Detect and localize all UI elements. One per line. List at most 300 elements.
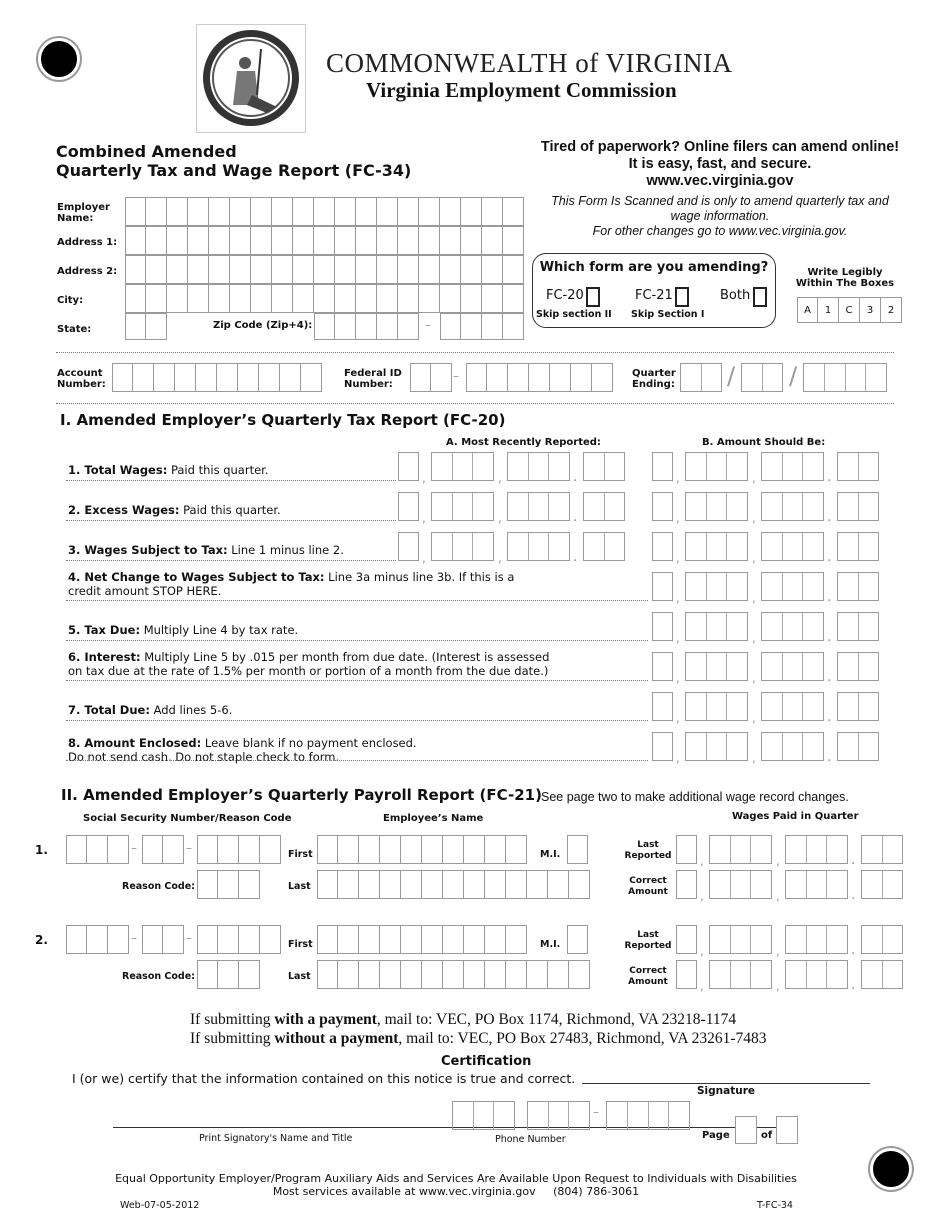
fein-suffix-input-cell[interactable] (466, 363, 487, 392)
city-input-cell[interactable] (419, 284, 440, 313)
employer-name-input-cell[interactable] (251, 197, 272, 226)
employer-name-input-cell[interactable] (482, 197, 503, 226)
line7-correct-hundreds-cell[interactable] (782, 693, 803, 720)
fc21-checkbox[interactable] (675, 287, 689, 307)
mi-input-2-cell[interactable] (567, 925, 588, 954)
line5-correct-hundreds[interactable] (761, 612, 824, 641)
fein-prefix-input-cell[interactable] (410, 363, 431, 392)
address2-input-cell[interactable] (377, 255, 398, 284)
employer-name-input-cell[interactable] (209, 197, 230, 226)
signature-line[interactable] (582, 1083, 870, 1084)
zip5-input-cell[interactable] (335, 313, 356, 340)
line2-reported-thousands-cell[interactable] (432, 493, 452, 520)
employee2-last-reported-hundreds-cell[interactable] (826, 926, 847, 953)
line3-correct-cents-cell[interactable] (858, 533, 879, 560)
account-number-input-cell[interactable] (259, 363, 280, 392)
line1-correct-cents[interactable] (837, 452, 879, 481)
address1-input-cell[interactable] (461, 226, 482, 255)
address2-input-cell[interactable] (272, 255, 293, 284)
employee1-last-reported-hundreds-cell[interactable] (826, 836, 847, 863)
employee1-last-reported-cents[interactable] (861, 835, 903, 864)
phone-line-input-cell[interactable] (648, 1102, 669, 1129)
line7-correct-hundreds-cell[interactable] (762, 693, 782, 720)
line1-reported-hundreds-cell[interactable] (528, 453, 549, 480)
last-name-input-2-cell[interactable] (548, 960, 569, 989)
line1-reported-thousands-cell[interactable] (452, 453, 473, 480)
phone-prefix-input[interactable] (527, 1101, 590, 1130)
employee2-correct-millions-cell[interactable] (677, 961, 696, 988)
line8-correct-hundreds[interactable] (761, 732, 824, 761)
address2-input-cell[interactable] (293, 255, 314, 284)
quarter-year-input[interactable] (803, 363, 887, 392)
zip4-input[interactable] (440, 313, 524, 340)
employer-name-input-cell[interactable] (398, 197, 419, 226)
line2-reported-thousands[interactable] (431, 492, 494, 521)
employee1-correct-millions-cell[interactable] (677, 871, 696, 898)
line2-correct-cents[interactable] (837, 492, 879, 521)
city-input[interactable] (125, 284, 524, 313)
line1-correct-cents-cell[interactable] (858, 453, 879, 480)
fein-suffix-input-cell[interactable] (550, 363, 571, 392)
line3-correct-hundreds-cell[interactable] (762, 533, 782, 560)
line3-reported-hundreds-cell[interactable] (508, 533, 528, 560)
ssn-group-input-1-cell[interactable] (142, 835, 163, 864)
line7-correct-millions[interactable] (652, 692, 673, 721)
last-name-input-2-cell[interactable] (359, 960, 380, 989)
ssn-serial-input-1-cell[interactable] (197, 835, 218, 864)
line4-correct-millions[interactable] (652, 572, 673, 601)
line3-correct-hundreds-cell[interactable] (802, 533, 823, 560)
ssn-group-input-2-cell[interactable] (142, 925, 163, 954)
phone-line-input-cell[interactable] (627, 1102, 648, 1129)
address2-input-cell[interactable] (461, 255, 482, 284)
line2-reported-cents-cell[interactable] (604, 493, 625, 520)
line4-correct-thousands-cell[interactable] (726, 573, 747, 600)
employee2-last-reported-thousands[interactable] (709, 925, 772, 954)
line1-reported-thousands[interactable] (431, 452, 494, 481)
line3-reported-hundreds[interactable] (507, 532, 570, 561)
employee1-last-reported-thousands-cell[interactable] (750, 836, 771, 863)
line4-correct-millions-cell[interactable] (653, 573, 672, 600)
first-name-input-1-cell[interactable] (443, 835, 464, 864)
last-name-input-2-cell[interactable] (338, 960, 359, 989)
line5-correct-hundreds-cell[interactable] (782, 613, 803, 640)
page-number-box[interactable] (735, 1116, 757, 1144)
line2-correct-hundreds[interactable] (761, 492, 824, 521)
line5-correct-hundreds-cell[interactable] (802, 613, 823, 640)
line2-correct-hundreds-cell[interactable] (802, 493, 823, 520)
address1-input-cell[interactable] (398, 226, 419, 255)
line3-reported-millions[interactable] (398, 532, 419, 561)
reason-code-input-2-cell[interactable] (218, 960, 239, 989)
city-input-cell[interactable] (377, 284, 398, 313)
address1-input-cell[interactable] (125, 226, 146, 255)
employee1-last-reported-millions-cell[interactable] (677, 836, 696, 863)
city-input-cell[interactable] (335, 284, 356, 313)
account-number-input-cell[interactable] (238, 363, 259, 392)
account-number-input-cell[interactable] (133, 363, 154, 392)
reason-code-input-1-cell[interactable] (218, 870, 239, 899)
line3-correct-thousands[interactable] (685, 532, 748, 561)
city-input-cell[interactable] (146, 284, 167, 313)
line8-correct-hundreds-cell[interactable] (802, 733, 823, 760)
quarter-month-input[interactable] (680, 363, 722, 392)
last-name-input-2-cell[interactable] (527, 960, 548, 989)
employee2-correct-thousands-cell[interactable] (730, 961, 751, 988)
address2-input-cell[interactable] (440, 255, 461, 284)
line1-correct-thousands-cell[interactable] (706, 453, 727, 480)
line8-correct-thousands-cell[interactable] (686, 733, 706, 760)
employee1-last-reported-thousands-cell[interactable] (730, 836, 751, 863)
employer-name-input-cell[interactable] (125, 197, 146, 226)
line1-reported-thousands-cell[interactable] (472, 453, 493, 480)
first-name-input-2-cell[interactable] (401, 925, 422, 954)
phone-area-input[interactable] (452, 1101, 515, 1130)
employer-name-input-cell[interactable] (461, 197, 482, 226)
line1-correct-hundreds-cell[interactable] (802, 453, 823, 480)
address2-input-cell[interactable] (503, 255, 524, 284)
first-name-input-1-cell[interactable] (359, 835, 380, 864)
city-input-cell[interactable] (230, 284, 251, 313)
mi-input-2[interactable] (567, 925, 588, 954)
ssn-area-input-2-cell[interactable] (87, 925, 108, 954)
line4-correct-thousands-cell[interactable] (706, 573, 727, 600)
last-name-input-1-cell[interactable] (569, 870, 590, 899)
line3-reported-millions-cell[interactable] (399, 533, 418, 560)
line7-correct-cents-cell[interactable] (858, 693, 879, 720)
address2-input-cell[interactable] (314, 255, 335, 284)
line6-correct-cents-cell[interactable] (838, 653, 858, 680)
line5-correct-cents-cell[interactable] (858, 613, 879, 640)
line2-reported-hundreds-cell[interactable] (548, 493, 569, 520)
address2-input-cell[interactable] (335, 255, 356, 284)
line3-correct-thousands-cell[interactable] (686, 533, 706, 560)
employee2-correct-hundreds-cell[interactable] (826, 961, 847, 988)
line8-correct-hundreds-cell[interactable] (762, 733, 782, 760)
reason-code-input-1-cell[interactable] (239, 870, 260, 899)
employee2-last-reported-thousands-cell[interactable] (750, 926, 771, 953)
last-name-input-1-cell[interactable] (548, 870, 569, 899)
employee2-last-reported-cents[interactable] (861, 925, 903, 954)
employee2-last-reported-millions[interactable] (676, 925, 697, 954)
address2-input-cell[interactable] (146, 255, 167, 284)
line1-correct-thousands-cell[interactable] (726, 453, 747, 480)
phone-area-input-cell[interactable] (453, 1102, 473, 1129)
quarter-year-input-cell[interactable] (804, 364, 824, 391)
line3-correct-thousands-cell[interactable] (706, 533, 727, 560)
line5-correct-millions-cell[interactable] (653, 613, 672, 640)
first-name-input-2-cell[interactable] (506, 925, 527, 954)
line4-correct-hundreds-cell[interactable] (782, 573, 803, 600)
employee2-correct-cents-cell[interactable] (862, 961, 882, 988)
last-name-input-2-cell[interactable] (422, 960, 443, 989)
reason-code-input-2-cell[interactable] (197, 960, 218, 989)
line5-correct-cents[interactable] (837, 612, 879, 641)
line4-correct-thousands-cell[interactable] (686, 573, 706, 600)
last-name-input-1-cell[interactable] (506, 870, 527, 899)
employee1-correct-hundreds-cell[interactable] (806, 871, 827, 898)
address1-input-cell[interactable] (209, 226, 230, 255)
line6-correct-thousands[interactable] (685, 652, 748, 681)
address1-input-cell[interactable] (314, 226, 335, 255)
last-name-input-1-cell[interactable] (401, 870, 422, 899)
last-name-input-2-cell[interactable] (485, 960, 506, 989)
line1-correct-cents-cell[interactable] (838, 453, 858, 480)
line8-correct-hundreds-cell[interactable] (782, 733, 803, 760)
employee2-correct-thousands[interactable] (709, 960, 772, 989)
first-name-input-1-cell[interactable] (506, 835, 527, 864)
line7-correct-thousands-cell[interactable] (686, 693, 706, 720)
line8-correct-thousands[interactable] (685, 732, 748, 761)
line2-correct-cents-cell[interactable] (858, 493, 879, 520)
account-number-input-cell[interactable] (175, 363, 196, 392)
address1-input-cell[interactable] (293, 226, 314, 255)
quarter-year-input-cell[interactable] (865, 364, 886, 391)
line2-reported-millions-cell[interactable] (399, 493, 418, 520)
address1-input-cell[interactable] (188, 226, 209, 255)
address2-input-cell[interactable] (125, 255, 146, 284)
last-name-input-1-cell[interactable] (338, 870, 359, 899)
city-input-cell[interactable] (482, 284, 503, 313)
employer-name-input-cell[interactable] (377, 197, 398, 226)
line5-correct-thousands[interactable] (685, 612, 748, 641)
first-name-input-2[interactable] (317, 925, 527, 954)
fein-suffix-input-cell[interactable] (487, 363, 508, 392)
line4-correct-hundreds[interactable] (761, 572, 824, 601)
line2-reported-hundreds-cell[interactable] (508, 493, 528, 520)
city-input-cell[interactable] (314, 284, 335, 313)
zip5-input-cell[interactable] (314, 313, 335, 340)
first-name-input-2-cell[interactable] (359, 925, 380, 954)
address1-input-cell[interactable] (356, 226, 377, 255)
line2-correct-thousands-cell[interactable] (726, 493, 747, 520)
last-name-input-1-cell[interactable] (317, 870, 338, 899)
city-input-cell[interactable] (503, 284, 524, 313)
city-input-cell[interactable] (398, 284, 419, 313)
ssn-area-input-1-cell[interactable] (87, 835, 108, 864)
fein-prefix-input[interactable] (410, 363, 452, 392)
employee2-last-reported-hundreds[interactable] (785, 925, 848, 954)
first-name-input-1-cell[interactable] (317, 835, 338, 864)
first-name-input-2-cell[interactable] (317, 925, 338, 954)
employer-name-input[interactable] (125, 197, 524, 226)
employee1-last-reported-thousands[interactable] (709, 835, 772, 864)
line1-correct-hundreds-cell[interactable] (762, 453, 782, 480)
employee1-last-reported-hundreds-cell[interactable] (806, 836, 827, 863)
address2-input-cell[interactable] (188, 255, 209, 284)
line7-correct-millions-cell[interactable] (653, 693, 672, 720)
print-name-line[interactable] (113, 1127, 436, 1128)
employee1-last-reported-hundreds-cell[interactable] (786, 836, 806, 863)
employee1-correct-millions[interactable] (676, 870, 697, 899)
line2-correct-thousands-cell[interactable] (706, 493, 727, 520)
ssn-serial-input-1-cell[interactable] (239, 835, 260, 864)
last-name-input-1[interactable] (317, 870, 590, 899)
line3-reported-cents[interactable] (583, 532, 625, 561)
employee1-correct-cents-cell[interactable] (862, 871, 882, 898)
quarter-year-input-cell[interactable] (824, 364, 845, 391)
line6-correct-thousands-cell[interactable] (726, 653, 747, 680)
line3-correct-thousands-cell[interactable] (726, 533, 747, 560)
line6-correct-hundreds-cell[interactable] (782, 653, 803, 680)
first-name-input-1-cell[interactable] (338, 835, 359, 864)
employee1-correct-thousands-cell[interactable] (750, 871, 771, 898)
address1-input-cell[interactable] (272, 226, 293, 255)
mi-input-1-cell[interactable] (567, 835, 588, 864)
last-name-input-2-cell[interactable] (506, 960, 527, 989)
phone-prefix-input-cell[interactable] (528, 1102, 548, 1129)
line3-reported-hundreds-cell[interactable] (528, 533, 549, 560)
ssn-serial-input-1[interactable] (197, 835, 281, 864)
last-name-input-2-cell[interactable] (569, 960, 590, 989)
reason-code-input-1-cell[interactable] (197, 870, 218, 899)
line5-correct-cents-cell[interactable] (838, 613, 858, 640)
city-input-cell[interactable] (272, 284, 293, 313)
city-input-cell[interactable] (356, 284, 377, 313)
line2-correct-hundreds-cell[interactable] (782, 493, 803, 520)
line1-correct-hundreds-cell[interactable] (782, 453, 803, 480)
city-input-cell[interactable] (440, 284, 461, 313)
phone-line-input-cell[interactable] (607, 1102, 627, 1129)
address1-input-cell[interactable] (335, 226, 356, 255)
account-number-input-cell[interactable] (301, 363, 322, 392)
phone-area-input-cell[interactable] (493, 1102, 514, 1129)
state-input-cell[interactable] (125, 313, 146, 340)
reason-code-input-2-cell[interactable] (239, 960, 260, 989)
zip5-input[interactable] (314, 313, 419, 340)
line1-correct-millions-cell[interactable] (653, 453, 672, 480)
ssn-serial-input-1-cell[interactable] (260, 835, 281, 864)
address2-input-cell[interactable] (167, 255, 188, 284)
line2-reported-thousands-cell[interactable] (452, 493, 473, 520)
line8-correct-cents-cell[interactable] (838, 733, 858, 760)
quarter-month-input-cell[interactable] (701, 364, 722, 391)
line4-correct-cents-cell[interactable] (858, 573, 879, 600)
line3-reported-cents-cell[interactable] (584, 533, 604, 560)
employee2-correct-hundreds-cell[interactable] (786, 961, 806, 988)
address2-input[interactable] (125, 255, 524, 284)
employee2-correct-hundreds[interactable] (785, 960, 848, 989)
fein-suffix-input-cell[interactable] (508, 363, 529, 392)
employer-name-input-cell[interactable] (146, 197, 167, 226)
ssn-area-input-2[interactable] (66, 925, 129, 954)
phone-line-input[interactable] (606, 1101, 690, 1130)
address2-input-cell[interactable] (356, 255, 377, 284)
fein-suffix-input-cell[interactable] (529, 363, 550, 392)
line1-reported-hundreds-cell[interactable] (508, 453, 528, 480)
city-input-cell[interactable] (209, 284, 230, 313)
line7-correct-hundreds[interactable] (761, 692, 824, 721)
address1-input[interactable] (125, 226, 524, 255)
ssn-area-input-1-cell[interactable] (108, 835, 129, 864)
line7-correct-hundreds-cell[interactable] (802, 693, 823, 720)
reason-code-input-2[interactable] (197, 960, 260, 989)
line1-correct-thousands-cell[interactable] (686, 453, 706, 480)
line4-correct-hundreds-cell[interactable] (802, 573, 823, 600)
first-name-input-1-cell[interactable] (380, 835, 401, 864)
account-number-input-cell[interactable] (112, 363, 133, 392)
ssn-area-input-1-cell[interactable] (66, 835, 87, 864)
line5-correct-thousands-cell[interactable] (706, 613, 727, 640)
employee1-correct-thousands[interactable] (709, 870, 772, 899)
fein-suffix-input-cell[interactable] (571, 363, 592, 392)
employee1-last-reported-cents-cell[interactable] (862, 836, 882, 863)
ssn-group-input-2[interactable] (142, 925, 184, 954)
line1-correct-millions[interactable] (652, 452, 673, 481)
address2-input-cell[interactable] (482, 255, 503, 284)
line5-correct-hundreds-cell[interactable] (762, 613, 782, 640)
address2-input-cell[interactable] (209, 255, 230, 284)
employee2-correct-cents-cell[interactable] (882, 961, 903, 988)
employee1-last-reported-hundreds[interactable] (785, 835, 848, 864)
employee1-correct-cents-cell[interactable] (882, 871, 903, 898)
address1-input-cell[interactable] (251, 226, 272, 255)
line4-correct-hundreds-cell[interactable] (762, 573, 782, 600)
employee2-correct-cents[interactable] (861, 960, 903, 989)
zip4-input-cell[interactable] (461, 313, 482, 340)
line4-correct-thousands[interactable] (685, 572, 748, 601)
line2-correct-thousands-cell[interactable] (686, 493, 706, 520)
employee1-correct-hundreds[interactable] (785, 870, 848, 899)
line5-correct-thousands-cell[interactable] (726, 613, 747, 640)
last-name-input-1-cell[interactable] (464, 870, 485, 899)
state-input-cell[interactable] (146, 313, 167, 340)
first-name-input-2-cell[interactable] (485, 925, 506, 954)
employer-name-input-cell[interactable] (230, 197, 251, 226)
ssn-area-input-2-cell[interactable] (66, 925, 87, 954)
zip4-input-cell[interactable] (482, 313, 503, 340)
quarter-year-input-cell[interactable] (845, 364, 866, 391)
employer-name-input-cell[interactable] (167, 197, 188, 226)
line2-correct-millions[interactable] (652, 492, 673, 521)
line3-correct-hundreds-cell[interactable] (782, 533, 803, 560)
line1-reported-hundreds[interactable] (507, 452, 570, 481)
line6-correct-cents-cell[interactable] (858, 653, 879, 680)
zip4-input-cell[interactable] (440, 313, 461, 340)
line2-reported-hundreds[interactable] (507, 492, 570, 521)
employee2-last-reported-thousands-cell[interactable] (710, 926, 730, 953)
first-name-input-2-cell[interactable] (380, 925, 401, 954)
employee2-correct-hundreds-cell[interactable] (806, 961, 827, 988)
line1-reported-cents[interactable] (583, 452, 625, 481)
quarter-day-input[interactable] (741, 363, 783, 392)
city-input-cell[interactable] (167, 284, 188, 313)
line2-reported-cents[interactable] (583, 492, 625, 521)
last-name-input-1-cell[interactable] (485, 870, 506, 899)
line3-correct-millions-cell[interactable] (653, 533, 672, 560)
line2-reported-hundreds-cell[interactable] (528, 493, 549, 520)
account-number-input-cell[interactable] (280, 363, 301, 392)
last-name-input-1-cell[interactable] (359, 870, 380, 899)
line3-reported-hundreds-cell[interactable] (548, 533, 569, 560)
city-input-cell[interactable] (125, 284, 146, 313)
line8-correct-thousands-cell[interactable] (706, 733, 727, 760)
phone-area-input-cell[interactable] (473, 1102, 494, 1129)
first-name-input-1-cell[interactable] (464, 835, 485, 864)
employer-name-input-cell[interactable] (335, 197, 356, 226)
ssn-group-input-1-cell[interactable] (163, 835, 184, 864)
line8-correct-cents[interactable] (837, 732, 879, 761)
account-number-input-cell[interactable] (196, 363, 217, 392)
line6-correct-hundreds-cell[interactable] (762, 653, 782, 680)
last-name-input-1-cell[interactable] (443, 870, 464, 899)
reason-code-input-1[interactable] (197, 870, 260, 899)
address1-input-cell[interactable] (377, 226, 398, 255)
address1-input-cell[interactable] (230, 226, 251, 255)
line3-reported-thousands-cell[interactable] (432, 533, 452, 560)
address1-input-cell[interactable] (146, 226, 167, 255)
line3-correct-cents[interactable] (837, 532, 879, 561)
